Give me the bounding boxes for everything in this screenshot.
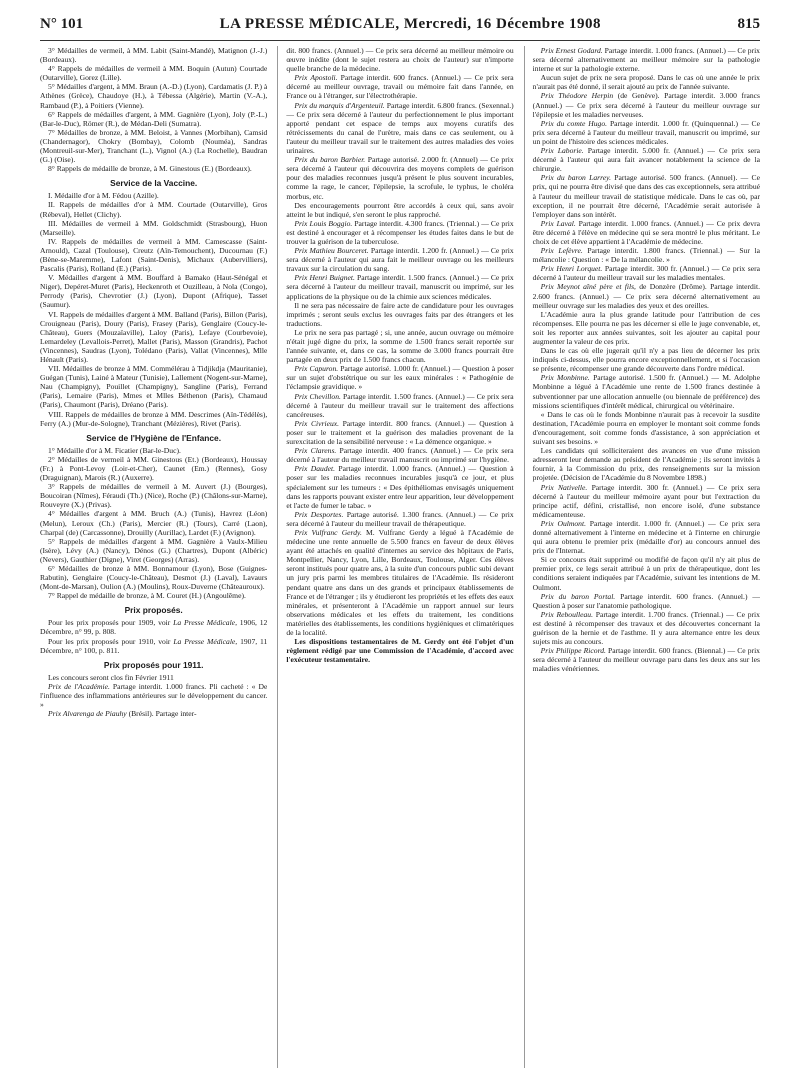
column-3 <box>524 46 760 1068</box>
prize-name: Prix de l'Académie. <box>48 681 110 691</box>
prize-name: Prix Oulmont. <box>540 518 586 528</box>
paragraph: Les dispositions testamentaires de M. Gerdy ont été l'objet d'un règlement rédigé par une Commission de l'Académie, d'accord avec l'exécuteur testamentaire. <box>286 637 514 665</box>
paragraph: II. Rappels de médailles d'or à MM. Courtade (Outarville), Gros (Rébeval), Hellet (Clichy). <box>40 200 268 219</box>
text-run: Partage interdit. 1.000 fr. (Annuel.) — Ce prix sera donné alternativement à l'interne en médecine et à l'interne en chirurgie qui aura obtenu le premier prix (médaille d'or) au concours annuel des prix de l'Internat. <box>532 518 760 556</box>
paragraph: VIII. Rappels de médailles de bronze à MM. Descrimes (Aïn-Tédélès), Ferry (A.) (Mur-de-Sologne), Tranchant (Mézières), Rivet (Paris). <box>40 409 268 428</box>
paragraph: V. Médailles d'argent à MM. Bouffard à Bamako (Haut-Sénégal et Niger), Depéret-Muret (Paris), Heckenroth et Ouzilleau, à Nola (Congo), Perrody (Paris), Chevrotier (J.) (Lyon), Dupont (Afrique), Tasset (Saumur). <box>40 273 268 310</box>
prize-name: Prix Capuron. <box>294 364 339 374</box>
paragraph <box>40 618 267 636</box>
paragraph <box>533 146 760 173</box>
paragraph <box>286 528 513 637</box>
paragraph: 5° Rappels de médailles d'argent à MM. Gagnière à Vaulx-Milieu (Isère), Lévy (A.) (Nancy), Dénos (G.) (Chartres), Dupont (Albéric) (Nevers), Gauthier (Digne), Viret (Georges) (Arras). <box>40 536 268 564</box>
paragraph: VI. Rappels de médailles d'argent à MM. Balland (Paris), Billon (Paris), Crouigneau (Paris), Doury (Paris), Frasey (Paris), Genglaire (Coucy-le-Château), Guers (Mouzaïaville), Laloy (Paris), Lefaye (Courbevoie), Lemardeley (Levallois-Perret), Mallet (Paris), Masson (Grandris), Pachot (Vincennes), Saudras (Lyon), Tolédano (Paris), Vallat (Vincennes), Mlle Hénault (Paris). <box>40 309 268 364</box>
text-run: Partage interdit. 1.000 francs. (Annuel.) — Ce prix devra être décerné à l'élève en médecine qui se sera montré le plus méritant. Le choix de cet élève appartient à l'Académie de médecine. <box>532 218 760 246</box>
paragraph <box>286 446 513 464</box>
text-run: Partage interdit. 1.500 francs. (Annuel.) — Ce prix sera décerné à l'auteur du meilleur travail sur le traitement des affections cancéreuses. <box>286 391 514 419</box>
text-run: Partage interdit. 600 francs. (Biennal.) — Ce prix sera décerné à l'auteur du meilleur ouvrage paru dans les deux ans sur les maladies vénériennes. <box>532 646 760 674</box>
paragraph <box>286 464 513 509</box>
text-run: de Donzère (Drôme). Partage interdit. 2.600 francs. (Annuel.) — Ce prix sera décerné alternativement au meilleur ouvrage sur les maladies des yeux et des oreilles. <box>532 282 760 310</box>
text-run: Partage interdit. 1.000 fr. (Quinquennal.) — Ce prix sera décerné à l'auteur du meilleur travail, manuscrit ou imprimé, sur un point de l'histoire des sciences médicales. <box>532 118 760 146</box>
paragraph: 2° Médailles de vermeil à MM. Ginestous (Et.) (Bordeaux), Houssay (Fr.) à Pont-Levoy (Loir-et-Cher), Caunet (Em.) (Rennes), Gosy (Draguignan), Marois (R.) (Auxerre). <box>40 454 268 483</box>
text-run: Partage interdit. 400 francs. (Annuel.) — Ce prix sera décerné à l'auteur du meilleur travail manuscrit ou imprimé sur l'hygiène. <box>286 446 514 465</box>
paragraph: 1° Médaille d'or à M. Ficatier (Bar-le-Duc). <box>48 445 181 455</box>
paragraph <box>286 246 513 273</box>
paragraph <box>533 483 760 519</box>
text-run: Pour les prix proposés pour 1910, voir <box>48 636 174 646</box>
prize-name: Prix du baron Portal. <box>540 591 616 601</box>
paragraph <box>533 282 760 309</box>
paragraph <box>533 173 760 218</box>
journal-ref: La Presse Médicale <box>173 618 236 628</box>
issue-number: N° 101 <box>40 16 84 32</box>
article-columns <box>40 46 760 1068</box>
section-heading-vaccine: Service de la Vaccine. <box>110 178 198 189</box>
paragraph: dit. 800 francs. (Annuel.) — Ce prix sera décerné au meilleur mémoire ou œuvre inédite (dont le sujet restera au choix de l'auteur) sur n'importe quelle branche de la médecine. <box>286 46 514 74</box>
paragraph <box>286 101 513 156</box>
prize-name: Prix Reboulleau. <box>540 609 593 619</box>
prize-name: Prix Daudet. <box>294 464 336 474</box>
column-2 <box>277 46 513 1068</box>
page-number: 815 <box>737 16 760 32</box>
prize-name: Prix Mathieu Bourceret. <box>294 246 369 256</box>
prize-name: Prix Monbinne. <box>540 373 590 383</box>
paragraph: 6° Rappels de médailles d'argent, à MM. Gagnière (Lyon), Joly (P.-L.) (Bar-le-Duc), Römer (R.), de Médan-Deli (Sumatra). <box>40 109 268 128</box>
paragraph <box>533 519 760 555</box>
paragraph: L'Académie aura la plus grande latitude pour l'attribution de ces récompenses. Elle pourra ne pas les décerner si elle le juge convenable, et, soit les reporter aux années suivantes, soit les ajouter au capital pour augmenter la valeur de ces prix. <box>532 309 760 346</box>
text-run: Partage interdit. 600 francs. (Annuel.) — Question à poser sur l'anatomie pathologique. <box>532 591 760 610</box>
text-run: Partage interdit. 800 francs. (Annuel.) — Question à poser sur le traitement et la guérison des maladies provenant de la surexcitation de la sensibilité nerveuse : « La démence organique. » <box>286 418 514 447</box>
paragraph: 6° Médailles de bronze à MM. Bonnamour (Lyon), Bose (Guignes-Rabutin), Genglaire (Coucy-le-Château), Desmot (J.) (Laval), Lavaurs (Mont-de-Marsan), Oulion (A.) (Moulins), Roux-Duverne (Châteauroux). <box>40 563 268 592</box>
paragraph: 4° Médailles d'argent à MM. Bruch (A.) (Tunis), Havrez (Léon) (Melun), Leroux (Ch.) (Paris), Mercier (R.) (Tours), Carré (Laon), Charpal (de) (Carcassonne), Drouilly (Aurillac), Lardet (F.) (Avignon). <box>40 509 268 537</box>
text-run: Partage interdit. 1.000 francs. (Annuel.) — Question à poser sur les maladies reconnues incurables jusqu'à ce jour, et plus spécialement sur les tumeurs : « Des épithéliomas envisagés uniquement dans les rapports pouvant exister entre leur apparition, leur développement et l'acte de fumer le tabac. » <box>286 464 514 510</box>
paragraph: Des encouragements pourront être accordés à ceux qui, sans avoir atteint le but indiqué, s'en seront le plus rapproché. <box>286 200 514 219</box>
text-run: Partage interdit. 6.800 francs. (Sexennal.) — Ce prix sera décerné à l'auteur du perfectionnement le plus important apporté pendant cet espace de temps aux moyens curatifs des rétrécissements du canal de l'urètre, mais dans ce cas seulement, ou à l'auteur du meilleur travail sur le traitement des autres maladies des voies urinaires. <box>286 100 514 156</box>
text-run: Pour les prix proposés pour 1909, voir <box>48 618 174 628</box>
section-heading-hygiene: Service de l'Hygiène de l'Enfance. <box>86 432 222 443</box>
prize-name: Prix Nativelle. <box>540 482 588 492</box>
text-run: Partage interdit. 600 francs. (Annuel.) — Ce prix sera décerné au meilleur ouvrage, travail ou mémoire fait dans l'année, en France ou à l'étranger, sur l'électrothérapie. <box>286 73 514 101</box>
paragraph: Aucun sujet de prix ne sera proposé. Dans le cas où une année le prix n'aurait pas été donné, il serait ajouté au prix de l'année suivante. <box>532 73 760 92</box>
paragraph <box>286 392 513 419</box>
prize-name: Prix du baron Larrey. <box>540 173 611 183</box>
paragraph: 7° Rappel de médaille de bronze, à M. Couret (H.) (Angoulême). <box>48 591 246 601</box>
prize-name: Prix Desportes. <box>294 509 344 519</box>
paragraph: Si ce concours était supprimé ou modifié de façon qu'il n'y ait plus de premier prix, ce legs serait attribué à un prix de thérapeutique, dont les conditions seraient indiquées par l'Académie, suivant les intentions de M. Oulmont. <box>532 555 760 592</box>
paragraph: Les candidats qui solliciteraient des avances en vue d'une mission adresseront leur demande au président de l'Académie ; ils seront invités à fournir, à la Commission du prix, des renseignements sur la mission projetée. (Décision de l'Académie du 8 Novembre 1898.) <box>532 446 760 483</box>
text-run: , 1907, 11 Décembre, n° 100, p. 811. <box>40 636 268 655</box>
prize-name: Prix Lefèvre. <box>540 246 583 256</box>
prize-name: Prix Apostoli. <box>294 73 338 83</box>
prize-name: Prix Clarens. <box>294 446 337 456</box>
paragraph <box>286 419 513 446</box>
paragraph <box>533 219 760 246</box>
text-run: Partage interdit. 5.000 fr. (Annuel.) — Ce prix sera décerné à l'auteur qui aura fait avancer notablement la science de la chirurgie. <box>532 146 760 174</box>
page-header <box>40 16 760 41</box>
paragraph: 3° Rappels de médailles de vermeil à M. Auvert (J.) (Bourges), Boucoiran (Nîmes), Féraudi (Th.) (Nice), Roche (P.) (Châlons-sur-Marne), Rouveyre (X.) (Privas). <box>40 482 268 510</box>
paragraph <box>533 119 760 146</box>
prize-name: Prix Théodore Herpin <box>540 91 614 101</box>
text-run: (de Genève). Partage interdit. 3.000 francs (Annuel.) — Ce prix sera décerné à l'auteur du meilleur ouvrage sur l'épilepsie et les maladies nerveuses. <box>532 91 760 119</box>
prize-name: Prix Alvarenga de Piauhy <box>48 709 127 719</box>
paragraph <box>533 646 760 673</box>
text-run: Partage interdit. 1.700 francs. (Triennal.) — Ce prix est destiné à récompenser des travaux et des découvertes concernant la guérison de la hernie et de l'asthme. Il y aura alternance entre les deux sujets mis au concours. <box>532 609 760 647</box>
paragraph: 4° Rappels de médailles de vermeil à MM. Boquin (Autun) Courtade (Outarville), Gorez (Lille). <box>40 64 268 83</box>
prize-name: Prix Meynot aîné père et fils, <box>540 282 636 292</box>
text-run: Partage interdit. 1.200 fr. (Annuel.) — Ce prix sera décerné à l'auteur qui aura fait le meilleur ouvrage ou les meilleurs travaux sur la circulation du sang. <box>286 246 514 274</box>
text-run: Partage interdit. 1.800 francs. (Triennal.) — Sur la mélancolie : Question : « De la mélancolie. » <box>532 246 760 265</box>
paragraph <box>286 73 513 100</box>
prize-name: Prix Ernest Godard. <box>540 46 603 55</box>
paragraph <box>286 273 513 300</box>
text-run: Partage interdit. 1.500 francs. (Annuel.) — Ce prix sera décerné à l'auteur du meilleur travail, manuscrit ou imprimé, sur les applications de la physique ou de la chimie aux sciences médicales. <box>286 273 514 301</box>
column-1 <box>40 46 267 1068</box>
paragraph <box>533 264 760 282</box>
paragraph: Dans le cas où elle jugerait qu'il n'y a pas lieu de décerner les prix indiqués ci-dessus, elle pourra encore exceptionnellement, et si l'occasion se présente, récompenser une grande découverte dans l'ordre médical. <box>532 346 760 374</box>
paragraph <box>286 364 513 391</box>
paragraph: Le prix ne sera pas partagé ; si, une année, aucun ouvrage ou mémoire n'était jugé digne du prix, la somme de 1.500 francs serait reportée sur l'année suivante, et, dans ce cas, la somme de 3.000 francs pourrait être partagée en deux prix de 1.500 francs chacun. <box>286 327 514 365</box>
prize-name: Prix Laborie. <box>540 146 584 156</box>
paragraph <box>533 592 760 610</box>
paragraph: VII. Médailles de bronze à MM. Commélérau à Tidjikdja (Mauritanie), Guégan (Tunis), Lainé à Mateur (Tunisie), Lallement (Nogent-sur-Marne), Nau (Champigny), Pouillet (Champigny), Sangline (Paris), Ferrand (Paris), Lemaire (Paris), Mmes et Mlles Béthenon (Paris), Chamaud (Paris), Chaumont (Paris), Dréano (Paris). <box>40 364 268 410</box>
paragraph <box>286 510 513 528</box>
paragraph <box>533 246 760 264</box>
prize-name: Prix Philippe Ricord. <box>540 646 606 656</box>
paragraph: 7° Médailles de bronze, à MM. Beloist, à Vannes (Morbihan), Camsid (Chandernagor), Chokry (Bombay), Colomb (Nouméa), Sandras (Montreuil-sur-Mer), Tranchant (L.), Vignol (A.) (La Rochelle), Baudran (G.) (Oise). <box>40 127 268 165</box>
prize-name: Prix du baron Barbier. <box>294 155 366 165</box>
paragraph <box>533 373 760 409</box>
text-run: Partage autorisé. 1.000 fr. (Annuel.) — Question à poser sur un sujet d'obstétrique ou sur les eaux minérales : « Pathogénie de l'éclampsie gravidique. » <box>286 364 514 392</box>
prize-name: Prix Louis Boggio. <box>294 218 353 228</box>
paragraph <box>286 219 513 246</box>
paragraph: III. Médailles de vermeil à MM. Goldschmidt (Strasbourg), Huon (Marseille). <box>40 218 268 237</box>
prize-name: Prix Chevillon. <box>294 391 341 401</box>
text-run: Partage autorisé. 500 francs. (Annuel). — Ce prix, qui ne pourra être divisé que dans des cas exceptionnels, sera attribué à l'auteur du meilleur travail de statistique médicale. Dans le cas où, par exception, il ne pourrait être décerné, l'Académie serait autorisée à l'employer dans son intérêt. <box>532 173 760 219</box>
text-run: , 1906, 12 Décembre, n° 99, p. 808. <box>40 618 268 637</box>
text-run: (Brésil). Partage inter- <box>126 709 197 719</box>
prize-name: Prix Civrieux. <box>294 418 340 428</box>
prize-name: Prix du comte Hugo. <box>540 118 608 128</box>
text-run: Partage interdit. 4.300 francs. (Triennal.) — Ce prix est destiné à encourager et à récompenser les études faites dans le but de trouver la guérison de la tuberculose. <box>286 218 514 246</box>
paragraph: I. Médaille d'or à M. Fédou (Azille). <box>48 191 159 201</box>
paragraph <box>40 637 267 655</box>
prize-name: Prix Henri Buignet. <box>294 273 355 283</box>
section-heading-1911: Prix proposés pour 1911. <box>103 659 204 670</box>
text-run: Partage interdit. 300 fr. (Annuel.) — Ce prix sera décerné à l'auteur du meilleur mémoire ayant pour but l'extraction du principe actif, défini, cristallisé, non encore isolé, d'une substance médicamenteuse. <box>532 482 760 519</box>
prize-name: Prix du marquis d'Argenteuil. <box>294 100 385 110</box>
paragraph: Les concours seront clos fin Février 1911 <box>48 672 174 682</box>
paragraph: IV. Rappels de médailles de vermeil à MM. Camescasse (Saint-Arnould), Cazal (Toulouse), Creutz (Aïn-Temouchent), Ducournau (F.) (Bène-se-Maremme), Lafont (Saint-Denis), Michaux (Aubervilliers), Pascalis (Paris), Rolland (E.) (Paris). <box>40 236 268 274</box>
prize-name: Prix Vulfranc Gerdy. <box>294 527 362 537</box>
prize-name: Prix Laval. <box>540 218 576 228</box>
paragraph: 8° Rappels de médaille de bronze, à M. Ginestous (E.) (Bordeaux). <box>48 164 252 174</box>
section-heading-prix-proposes: Prix proposés. <box>124 605 183 616</box>
paragraph <box>40 682 267 709</box>
paragraph: 3° Médailles de vermeil, à MM. Labit (Saint-Mandé), Matignon (J.-J.) (Bordeaux). <box>40 46 268 65</box>
journal-ref: La Presse Médicale <box>173 636 236 646</box>
text-run: Partage autorisé. 1.500 fr. (Annuel.) — M. Adolphe Monbinne a légué à l'Académie une rente de 1.500 francs destinée à subventionner par une allocation annuelle (ou biennale de préférence) des missions scientifiques d'intérêt médical, chirurgical ou vétérinaire. <box>532 373 760 410</box>
paragraph <box>533 610 760 646</box>
text-run: Partage interdit. 1.000 francs. Pli cacheté : « De l'influence des inflammations antérieures sur le développement du cancer. » <box>40 681 268 709</box>
prize-name: Prix Henri Lorquet. <box>540 264 603 274</box>
paragraph <box>533 46 760 73</box>
paragraph: 5° Médailles d'argent, à MM. Braun (A.-D.) (Lyon), Cardamatis (J. P.) à Athènes (Grèce), Chaudoye (H.), à Tébessa (Algérie), Martin (V.-A.), Rambaud (P.), à Poitiers (Vienne). <box>40 82 268 110</box>
text-run: M. Vulfranc Gerdy a légué à l'Académie de médecine une rente annuelle de 5.500 francs en faveur de deux élèves ayant été attachés en qualité d'internes au service des hôpitaux de Paris, Montpellier, Nancy, Lyon, Lille, Bordeaux, Toulouse, Alger. Ces élèves seront institués pour quatre ans, à la suite d'un concours public subi devant un jury pris parmi les membres titulaires de l'Académie. Ils résideront pendant quatre ans dans un des grands et principaux établissements de France et de l'étranger ; ils y étudieront les propriétés et les effets des eaux minérales, et présenteront à l'Académie un rapport annuel sur leurs observations médicales et les effets du traitement, les conditions matérielles des établissements, les conditions hygiéniques et climatériques de la localité. <box>286 527 514 637</box>
journal-title: LA PRESSE MÉDICALE, Mercredi, 16 Décembre 1908 <box>219 16 601 32</box>
text-run: Partage autorisé. 1.300 francs. (Annuel.) — Ce prix sera décerné à l'auteur du meilleur travail de thérapeutique. <box>286 509 514 528</box>
paragraph <box>40 709 267 718</box>
paragraph <box>533 91 760 118</box>
text-run: Partage interdit. 300 fr. (Annuel.) — Ce prix sera décerné à l'auteur du meilleur travail sur les maladies mentales. <box>532 264 760 283</box>
paragraph: « Dans le cas où le fonds Monbinne n'aurait pas à recevoir la susdite destination, l'Académie pourra en employer le montant soit comme fonds d'encouragement, soit comme fonds d'assistance, à son appréciation et suivant ses besoins. » <box>532 409 760 447</box>
text-run: Partage interdit. 1.000 francs. (Annuel.) — Ce prix sera décerné alternativement au meilleur mémoire sur la pathologie interne et sur la pathologie externe. <box>532 46 760 74</box>
paragraph: Il ne sera pas nécessaire de faire acte de candidature pour les ouvrages imprimés ; seront seuls exclus les ouvrages faits par des étrangers et les traductions. <box>286 300 514 328</box>
text-run: Partage autorisé. 2.000 fr. (Annuel) — Ce prix sera décerné à l'auteur qui découvrira des moyens complets de guérison pour des maladies reconnues jusqu'à présent le plus souvent incurables, comme la rage, le cancer, l'épilepsie, la scrofule, le typhus, le choléra morbus, etc. <box>286 155 514 201</box>
paragraph <box>286 155 513 200</box>
